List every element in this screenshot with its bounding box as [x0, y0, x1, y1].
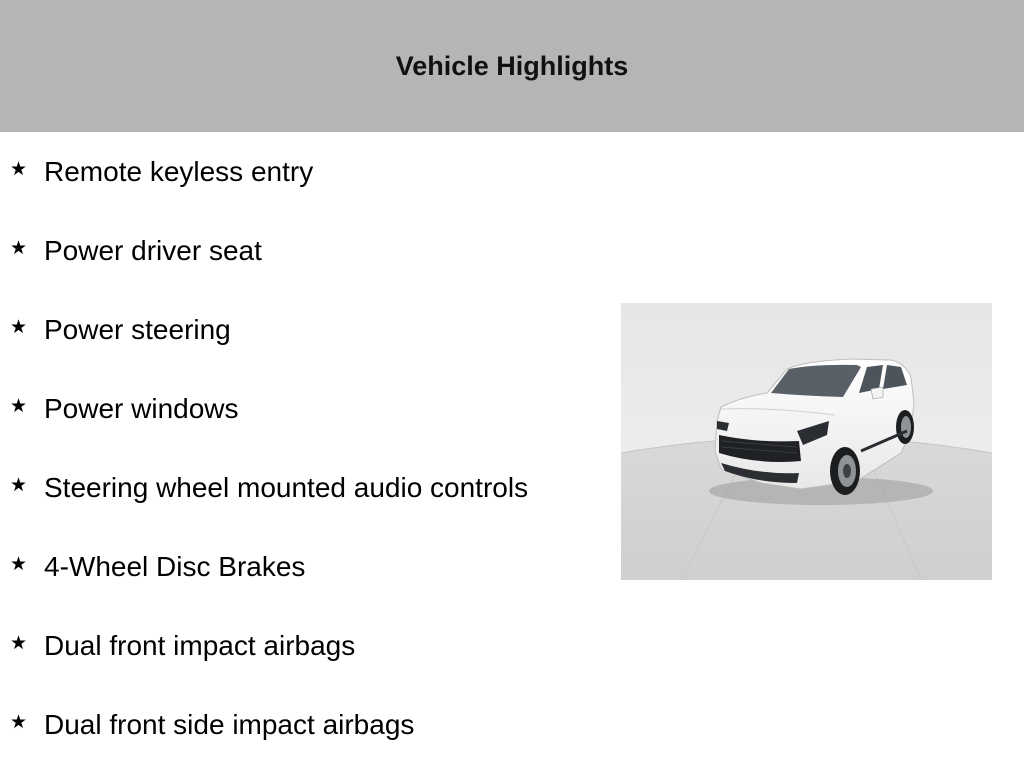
- page-header: [0, 0, 1024, 132]
- page-title: Vehicle Highlights: [395, 50, 629, 81]
- star-icon: ★: [10, 394, 28, 417]
- feature-label: Power driver seat: [44, 235, 262, 266]
- feature-item: [10, 231, 262, 271]
- star-icon: ★: [10, 236, 28, 259]
- feature-label: Remote keyless entry: [44, 156, 314, 187]
- star-icon: ★: [10, 631, 28, 654]
- star-icon: ★: [10, 473, 28, 496]
- vehicle-image: [621, 303, 992, 580]
- feature-label: Dual front side impact airbags: [44, 709, 415, 740]
- feature-label: Steering wheel mounted audio controls: [44, 472, 529, 503]
- feature-item: [10, 152, 313, 192]
- feature-item: [10, 310, 231, 350]
- star-icon: ★: [10, 552, 28, 575]
- star-icon: ★: [10, 710, 28, 733]
- vehicle-photo: [621, 303, 992, 580]
- feature-label: Power steering: [44, 314, 231, 345]
- feature-item: [10, 626, 355, 666]
- feature-label: 4-Wheel Disc Brakes: [44, 551, 306, 582]
- feature-item: [10, 705, 414, 745]
- feature-item: [10, 547, 305, 587]
- star-icon: ★: [10, 315, 28, 338]
- feature-item: [10, 389, 239, 429]
- feature-item: [10, 468, 528, 508]
- feature-label: Power windows: [44, 393, 239, 424]
- star-icon: ★: [10, 157, 28, 180]
- feature-label: Dual front impact airbags: [44, 630, 356, 661]
